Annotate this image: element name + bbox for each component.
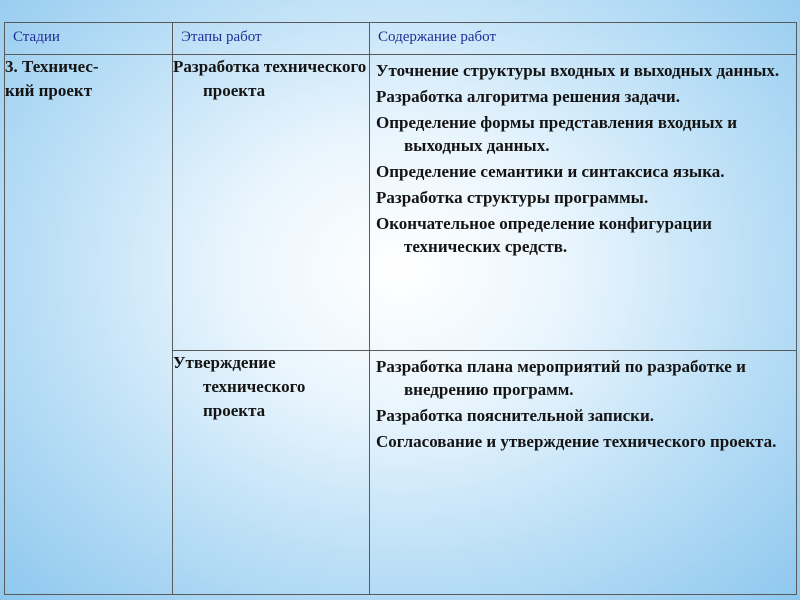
list-item: Окончательное определение конфигурации технических средств. [376,214,712,256]
list-item: Согласование и утверждение технического проекта. [376,432,777,451]
content-list [370,55,796,258]
phase-label: Разработка технического проекта [173,57,367,100]
list-item: Разработка алгоритма решения задачи. [376,87,680,106]
header-phases: Этапы работ [173,23,370,55]
content-cell [370,55,797,351]
list-item: Определение семантики и синтаксиса языка. [376,162,725,181]
table-header-row [5,23,797,55]
stages-table [4,22,797,595]
phase-label: Утверждение технического проекта [173,353,306,420]
phase-cell [173,55,370,351]
stage-label-line2: кий проект [5,81,93,100]
list-item: Уточнение структуры входных и выходных данных. [376,61,780,80]
list-item: Определение формы представления входных и выходных данных. [376,113,738,155]
stage-label-line1: 3. Техничес- [5,57,99,76]
content-cell [370,351,797,595]
list-item: Разработка структуры программы. [376,188,649,207]
content-list [370,351,796,453]
header-stages: Стадии [5,23,173,55]
header-content: Содержание работ [370,23,797,55]
stage-cell [5,55,173,595]
list-item: Разработка плана мероприятий по разработке и внедрению программ. [376,357,746,399]
list-item: Разработка пояснительной записки. [376,406,655,425]
table-row [5,55,797,351]
phase-cell [173,351,370,595]
